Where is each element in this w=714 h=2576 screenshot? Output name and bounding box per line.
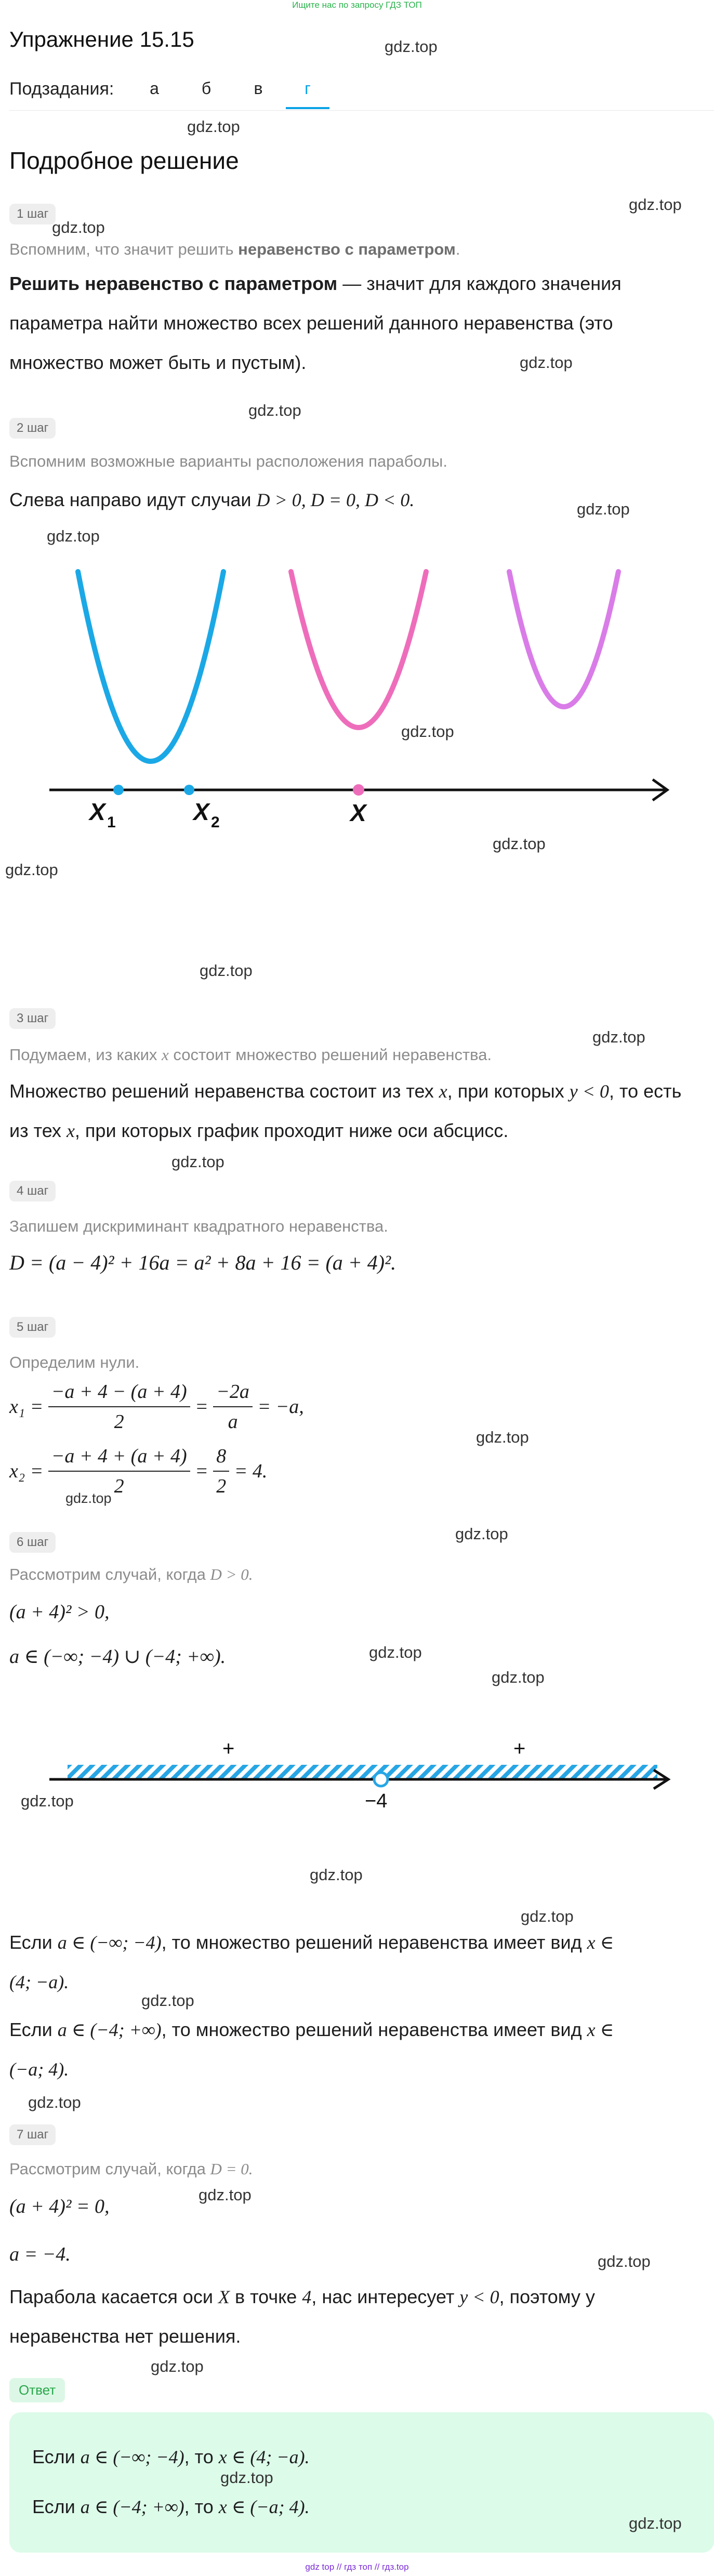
label-x: X xyxy=(350,799,366,826)
step-chip-4: 4 шаг xyxy=(9,1181,56,1201)
watermark: gdz.top xyxy=(369,1643,422,1661)
watermark: gdz.top xyxy=(52,218,105,236)
answer-chip: Ответ xyxy=(9,2378,65,2402)
subtasks-divider xyxy=(9,110,714,111)
watermark: gdz.top xyxy=(199,2186,252,2204)
subtask-tab-b[interactable]: б xyxy=(201,79,211,98)
step-chip-3: 3 шаг xyxy=(9,1008,56,1029)
watermark: gdz.top xyxy=(521,1907,574,1925)
step-chip-1: 1 шаг xyxy=(9,204,56,224)
case-b-line-1: Если a ∈ (−4; +∞), то множество решений неравенства имеет вид x ∈ xyxy=(9,2019,614,2040)
step-7-formula-2: a = −4. xyxy=(9,2243,71,2265)
watermark: gdz.top xyxy=(492,1668,545,1686)
root-x1-formula: x₁ = $\frac{-a + 4 - (a + 4)}{2}$ = $\frac{-2a}{a}$ = −a, xyxy=(9,1381,304,1433)
watermark: gdz.top xyxy=(310,1866,363,1884)
watermark: gdz.top xyxy=(187,117,240,136)
watermark: gdz.top xyxy=(592,1028,645,1046)
subtask-tab-v[interactable]: в xyxy=(254,79,263,98)
label-x1-sub: 1 xyxy=(107,814,116,831)
step-6-formula-1: (a + 4)² > 0, xyxy=(9,1601,110,1623)
watermark: gdz.top xyxy=(65,1490,112,1506)
step-chip-2: 2 шаг xyxy=(9,418,56,439)
step-chip-7: 7 шаг xyxy=(9,2124,56,2145)
watermark: gdz.top xyxy=(577,500,630,518)
watermark: gdz.top xyxy=(171,1153,224,1171)
answer-line-2: Если a ∈ (−4; +∞), то x ∈ (−a; 4). xyxy=(32,2496,310,2517)
case-a-line-2: (4; −a). xyxy=(9,1972,69,1992)
subtask-tab-a[interactable]: а xyxy=(150,79,159,98)
plus-sign-right: + xyxy=(513,1737,526,1760)
page-title: Упражнение 15.15 xyxy=(9,27,194,51)
step-4-hint: Запишем дискриминант квадратного неравенства. xyxy=(9,1217,388,1235)
step-1-text-line-1: Решить неравенство с параметром — значит для каждого значения xyxy=(9,273,622,294)
answer-line-1: Если a ∈ (−∞; −4), то x ∈ (4; −a). xyxy=(32,2446,310,2467)
step-2-text: Слева направо идут случаи D > 0, D = 0, D < 0. xyxy=(9,489,415,510)
step-5-hint: Определим нули. xyxy=(9,1353,140,1371)
watermark: gdz.top xyxy=(28,2093,81,2111)
watermark: gdz.top xyxy=(47,527,100,545)
step-7-text-line-2: неравенства нет решения. xyxy=(9,2326,241,2347)
watermark: gdz.top xyxy=(629,2514,682,2532)
watermark: gdz.top xyxy=(151,2357,204,2375)
step-3-text-line-1: Множество решений неравенства состоит из тех x, при которых y < 0, то есть xyxy=(9,1080,682,1102)
discriminant-formula: D = (a − 4)² + 16a = a² + 8a + 16 = (a + 4)². xyxy=(9,1251,396,1274)
active-tab-underline xyxy=(286,107,329,109)
watermark: gdz.top xyxy=(629,195,682,214)
hatched-region xyxy=(68,1765,657,1779)
watermark: gdz.top xyxy=(401,722,454,741)
watermark: gdz.top xyxy=(385,37,438,56)
watermark: gdz.top xyxy=(598,2252,651,2270)
case-b-line-2: (−a; 4). xyxy=(9,2059,69,2080)
watermark: gdz.top xyxy=(493,835,546,853)
watermark: gdz.top xyxy=(141,1991,194,2010)
step-1-text-line-3: множество может быть и пустым). xyxy=(9,352,307,373)
step-7-formula-1: (a + 4)² = 0, xyxy=(9,2196,110,2217)
step-3-hint: Подумаем, из каких x состоит множество решений неравенства. xyxy=(9,1046,492,1064)
root-point-x1 xyxy=(113,785,124,795)
plus-sign-left: + xyxy=(222,1737,235,1760)
step-1-hint: Вспомним, что значит решить неравенство с параметром. xyxy=(9,240,460,258)
excluded-point-minus-4 xyxy=(374,1773,388,1786)
watermark: gdz.top xyxy=(5,861,58,879)
label-x1: X xyxy=(89,798,105,825)
root-point-x xyxy=(353,784,364,796)
step-6-hint: Рассмотрим случай, когда D > 0. xyxy=(9,1565,253,1583)
root-x2-formula: x₂ = $\frac{-a + 4 + (a + 4)}{2}$ = $\frac{8}{2}$ = 4. xyxy=(9,1445,268,1497)
watermark: gdz.top xyxy=(520,353,573,372)
case-a-line-1: Если a ∈ (−∞; −4), то множество решений неравенства имеет вид x ∈ xyxy=(9,1932,614,1953)
step-2-hint: Вспомним возможные варианты расположения параболы. xyxy=(9,452,447,470)
step-3-text-line-2: из тех x, при которых график проходит ниже оси абсцисс. xyxy=(9,1120,509,1141)
solution-heading: Подробное решение xyxy=(9,147,239,174)
step-chip-5: 5 шаг xyxy=(9,1317,56,1338)
step-1-text-line-2: параметра найти множество всех решений данного неравенства (это xyxy=(9,312,613,334)
label-x2-sub: 2 xyxy=(211,814,220,831)
root-point-x2 xyxy=(184,785,194,795)
watermark: gdz.top xyxy=(476,1428,529,1446)
top-note: Ищите нас по запросу ГДЗ ТОП xyxy=(292,0,422,10)
step-7-text-line-1: Парабола касается оси X в точке 4, нас интересует y < 0, поэтому у xyxy=(9,2286,595,2307)
watermark: gdz.top xyxy=(455,1525,508,1543)
parabola-two-roots xyxy=(78,572,223,761)
watermark: gdz.top xyxy=(248,401,301,419)
number-line-d-positive xyxy=(0,1725,714,1819)
watermark: gdz.top xyxy=(220,2468,273,2487)
answer-box xyxy=(9,2412,714,2553)
point-label-minus-4: −4 xyxy=(365,1790,388,1812)
bottom-note: gdz top // гдз топ // гдз.top xyxy=(305,2562,409,2572)
subtasks-label: Подзадания: xyxy=(9,79,114,99)
subtask-tab-g[interactable]: г xyxy=(305,79,311,98)
parabola-cases-graph xyxy=(0,551,714,863)
step-7-hint: Рассмотрим случай, когда D = 0. xyxy=(9,2160,253,2178)
label-x2: X xyxy=(193,798,209,825)
watermark: gdz.top xyxy=(200,961,253,980)
step-chip-6: 6 шаг xyxy=(9,1532,56,1553)
step-6-formula-2: a ∈ (−∞; −4) ∪ (−4; +∞). xyxy=(9,1646,226,1668)
parabola-one-root xyxy=(291,572,426,728)
parabola-no-roots xyxy=(509,572,618,707)
watermark: gdz.top xyxy=(21,1792,74,1810)
